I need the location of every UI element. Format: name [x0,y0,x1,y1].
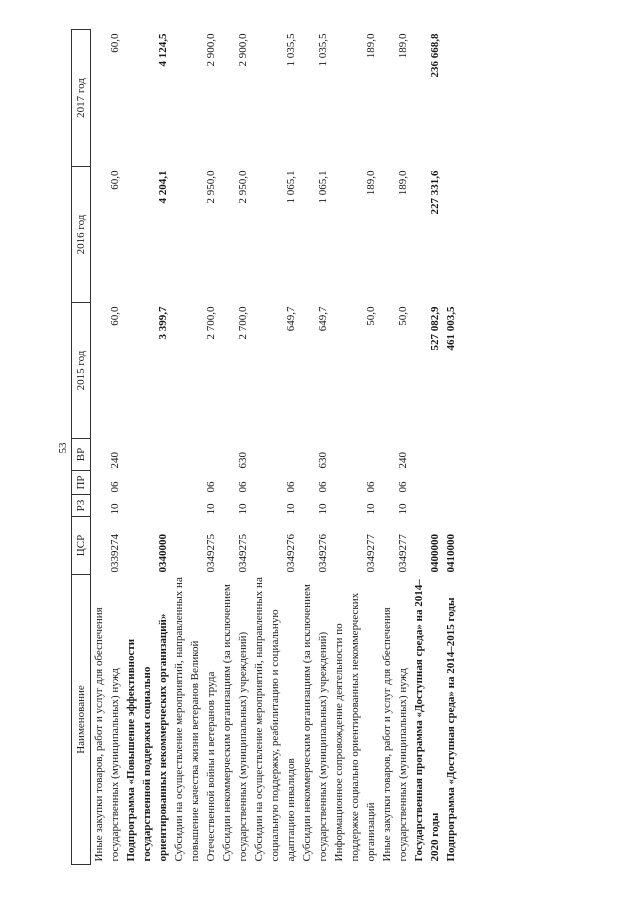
cell-rz: 10 [317,503,329,515]
cell-2016: 2 950,0 [205,170,217,204]
cell-rz [123,495,171,517]
cell-vr [171,439,219,471]
cell-vr: 240 [109,452,121,469]
cell-name: Подпрограмма «Доступная среда» на 2014–2015 годы [445,597,457,862]
header-csr: ЦСР [72,517,91,575]
cell-pr: 06 [237,481,249,493]
cell-csr: 0340000 [157,534,169,573]
cell-rz [443,495,459,517]
cell-csr: 0349277 [397,534,409,573]
table-row [443,30,459,865]
table-header-row [72,30,91,865]
cell-2017: 1 035,5 [285,33,297,67]
table-row [171,30,219,865]
table-row [379,30,411,865]
cell-pr: 06 [397,481,409,493]
cell-2015: 649,7 [317,306,329,332]
cell-name: Субсидии на осуществление мероприятий, направленных на социальную поддержку, реабилитацию и социальную адаптацию инвалидов [253,577,297,862]
cell-vr [331,439,379,471]
header-name: Наименование [72,575,91,865]
cell-name: Информационное сопровождение деятельности по поддержке социально ориентированных некоммерческих организаций [333,592,377,862]
cell-pr [443,471,459,495]
table-row [331,30,379,865]
cell-2016: 4 204,1 [157,170,169,204]
cell-name: Иные закупки товаров, работ и услуг для обеспечения государственных (муниципальных) нужд [381,607,409,862]
cell-2017: 189,0 [397,33,409,59]
header-2016: 2016 год [72,167,91,303]
cell-2015: 3 399,7 [157,306,169,340]
header-rz: РЗ [72,495,91,517]
cell-2017: 236 668,8 [429,33,441,78]
table-row [219,30,251,865]
cell-rz [411,495,443,517]
cell-vr [411,439,443,471]
cell-csr: 0349275 [237,534,249,573]
cell-2017 [443,30,459,167]
cell-vr: 630 [237,452,249,469]
cell-csr: 0400000 [429,534,441,573]
header-2015: 2015 год [72,303,91,439]
cell-2015: 2 700,0 [237,306,249,340]
cell-name: Государственная программа «Доступная среда» на 2014–2020 годы [413,579,441,862]
cell-2015: 527 082,9 [429,306,441,351]
cell-2017: 60,0 [109,33,121,53]
cell-2016: 1 065,1 [285,170,297,204]
table-row [91,30,124,865]
cell-2015: 60,0 [109,306,121,326]
cell-vr: 240 [397,452,409,469]
cell-2017: 189,0 [365,33,377,59]
header-vr: ВР [72,439,91,471]
cell-2016: 2 950,0 [237,170,249,204]
cell-rz: 10 [285,503,297,515]
cell-pr: 06 [365,481,377,493]
cell-csr: 0349276 [285,534,297,573]
cell-2015: 50,0 [397,306,409,326]
cell-2016: 1 065,1 [317,170,329,204]
rotated-page [57,20,557,865]
cell-rz: 10 [205,503,217,515]
table-row [251,30,299,865]
table-row [299,30,331,865]
cell-2016: 227 331,6 [429,170,441,215]
cell-vr [123,439,171,471]
cell-2017: 1 035,5 [317,33,329,67]
cell-2017: 4 124,5 [157,33,169,67]
cell-rz: 10 [397,503,409,515]
cell-pr: 06 [317,481,329,493]
cell-rz: 10 [237,503,249,515]
cell-2015: 50,0 [365,306,377,326]
cell-2015: 2 700,0 [205,306,217,340]
cell-2017: 2 900,0 [205,33,217,67]
cell-pr [123,471,171,495]
cell-2015: 649,7 [285,306,297,332]
cell-csr: 0349277 [365,534,377,573]
budget-table [71,29,459,865]
cell-pr: 06 [205,481,217,493]
cell-2016: 60,0 [109,170,121,190]
cell-rz: 10 [365,503,377,515]
cell-name: Иные закупки товаров, работ и услуг для обеспечения государственных (муниципальных) нужд [93,607,121,862]
cell-vr: 630 [317,452,329,469]
cell-name: Субсидии некоммерческим организациям (за исключением государственных (муниципальных) учреждений) [221,584,249,862]
cell-name: Подпрограмма «Повышение эффективности государственной поддержки социально ориентированных некоммерческих организаций» [125,613,169,862]
header-pr: ПР [72,471,91,495]
cell-pr [411,471,443,495]
cell-vr [251,439,299,471]
cell-vr [443,439,459,471]
cell-rz: 10 [109,503,121,515]
cell-name: Субсидии некоммерческим организациям (за исключением государственных (муниципальных) учреждений) [301,584,329,862]
header-2017: 2017 год [72,30,91,167]
cell-csr: 0349275 [205,534,217,573]
cell-2016: 189,0 [397,170,409,196]
cell-csr: 0410000 [445,534,457,573]
cell-2016 [443,167,459,303]
cell-pr: 06 [109,481,121,493]
cell-pr: 06 [285,481,297,493]
table-row [411,30,443,865]
cell-name: Субсидии на осуществление мероприятий, направленных на повышение качества жизни ветеранов Великой Отечественной войны и ветеранов труда [173,577,217,862]
cell-csr: 0349276 [317,534,329,573]
table-row [123,30,171,865]
cell-2015: 461 003,5 [445,306,457,351]
cell-2017: 2 900,0 [237,33,249,67]
cell-2016: 189,0 [365,170,377,196]
page-number: 53 [57,442,69,454]
cell-csr: 0339274 [109,534,121,573]
